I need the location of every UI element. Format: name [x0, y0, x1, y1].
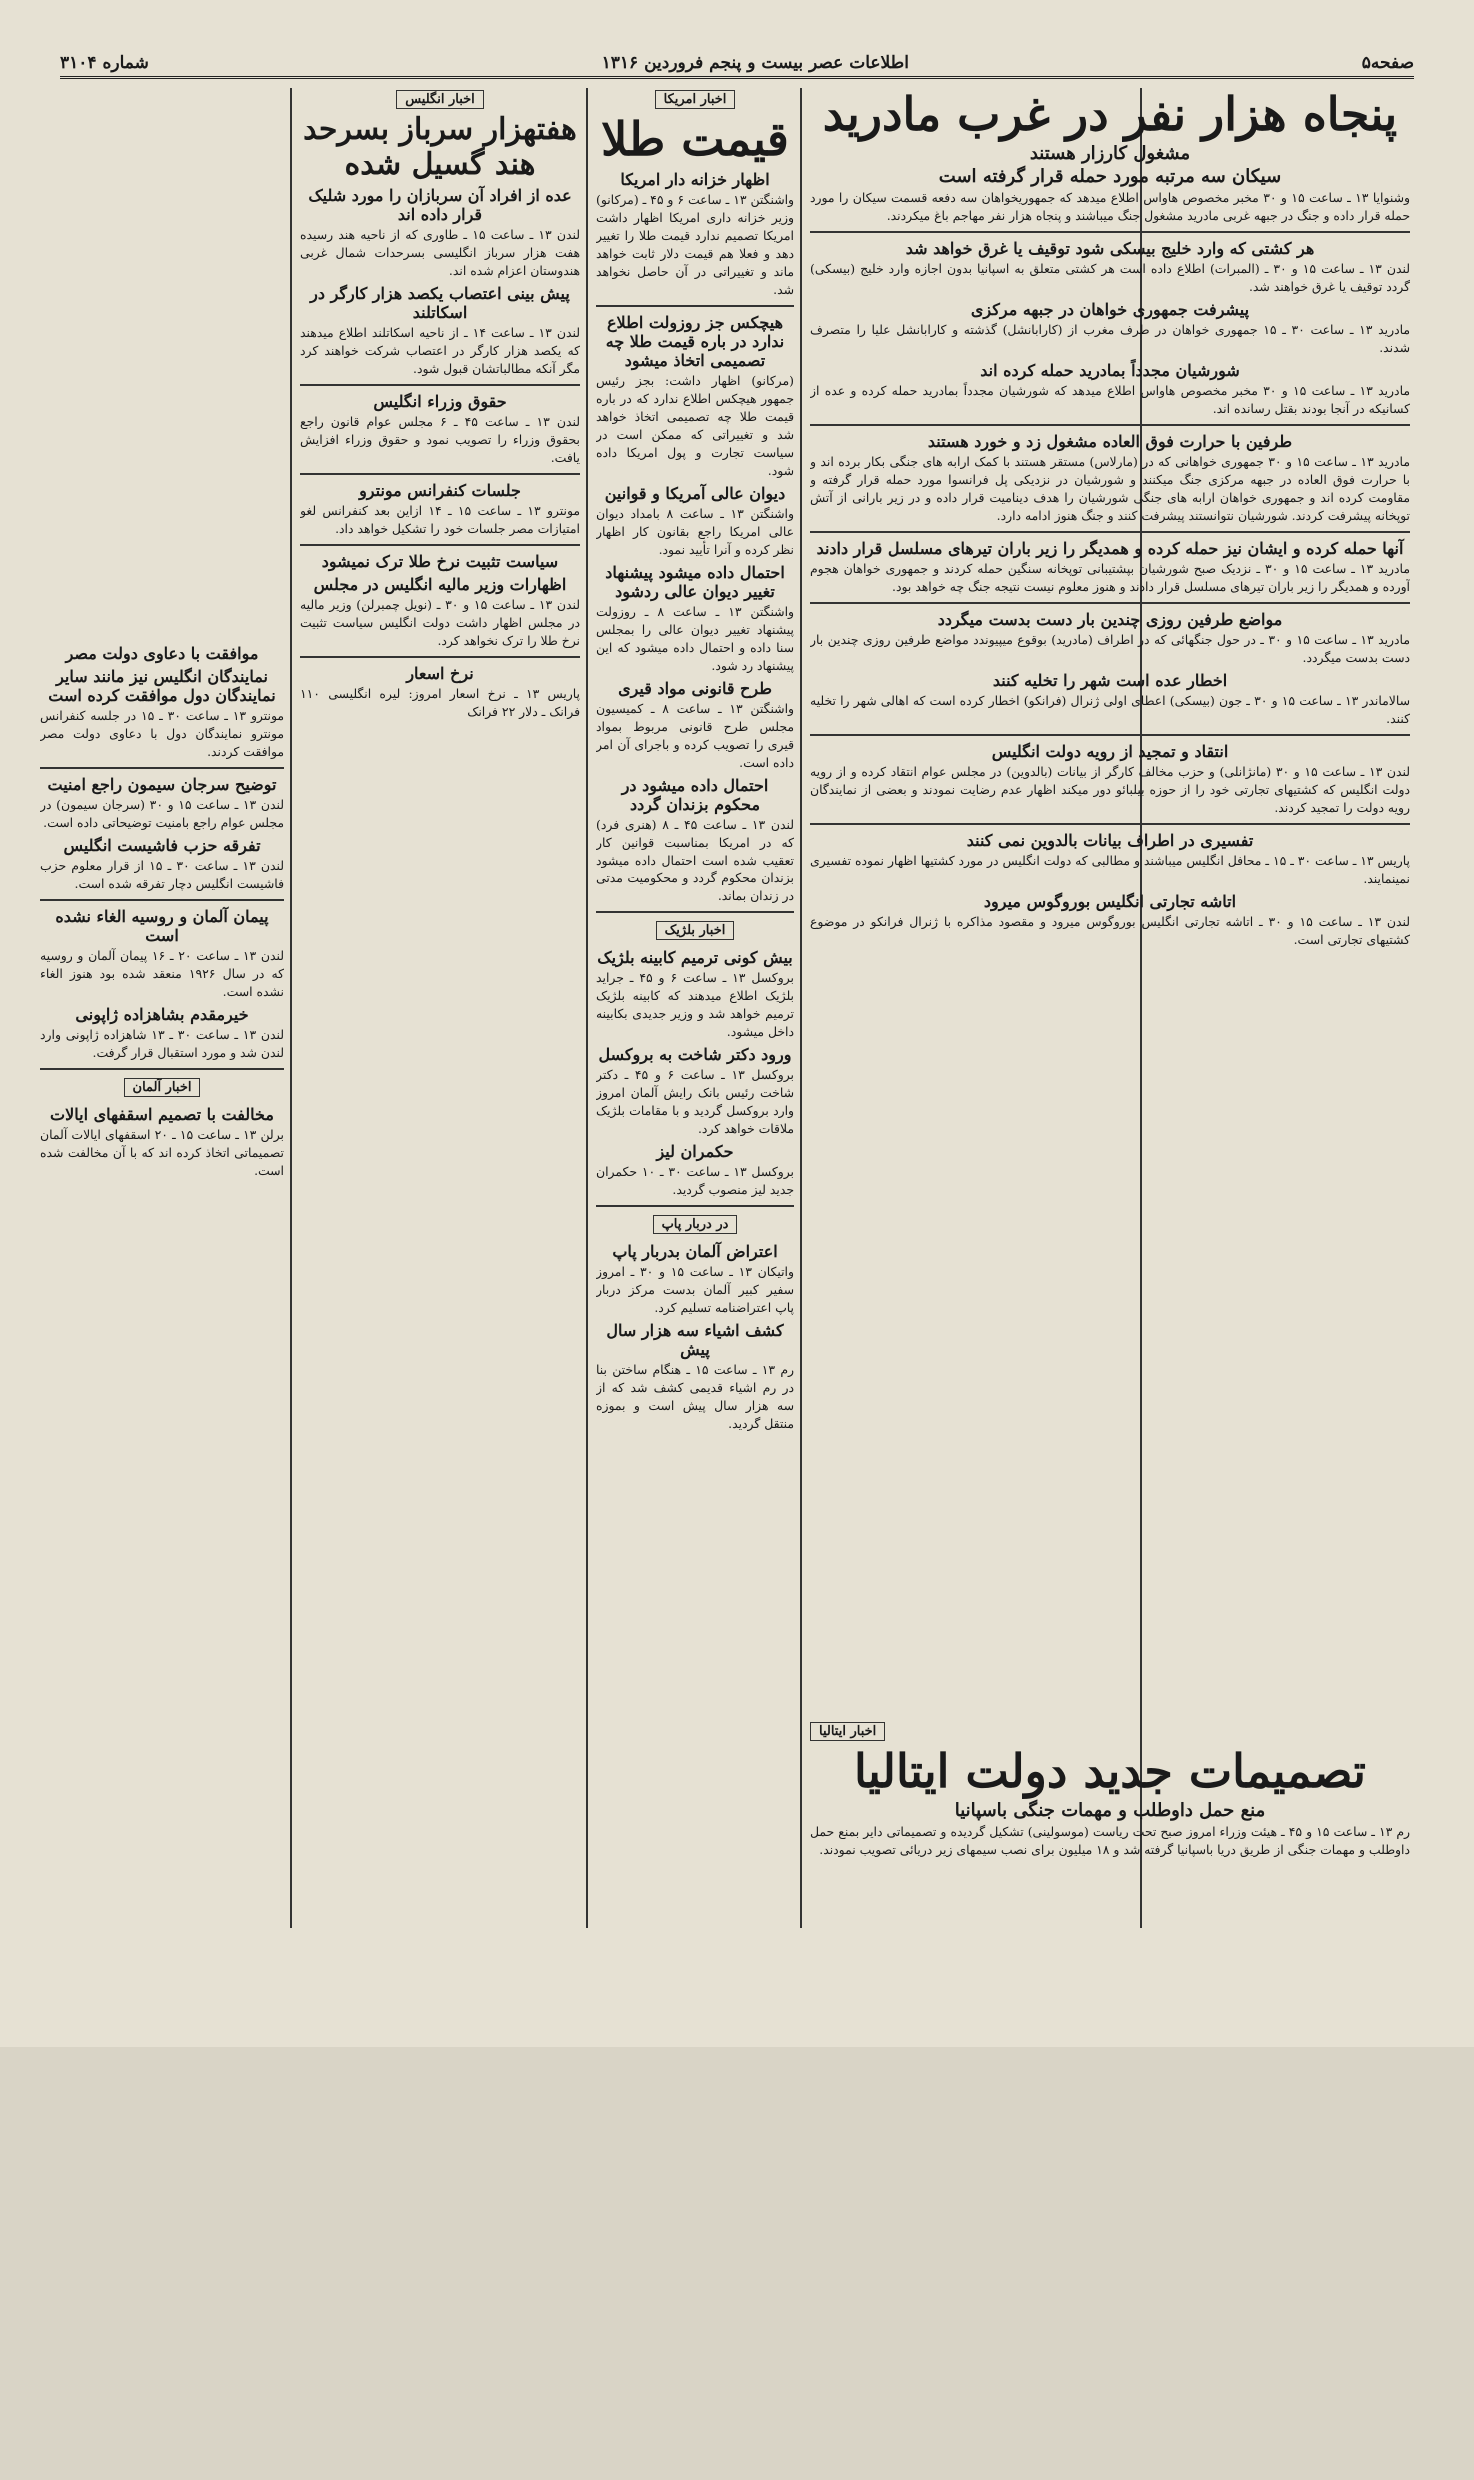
- article-subheading: اظهار خزانه دار امریکا: [620, 169, 770, 189]
- article-body: برلن ۱۳ ـ ساعت ۱۵ ـ ۲۰ اسقفهای ایالات آلمان تصمیماتی اتخاذ کرده اند که با آن مخالفت شده است.: [40, 1126, 284, 1178]
- article-heading: بیش کونی ترمیم کابینه بلژیک: [597, 948, 793, 968]
- article-heading: حقوق وزراء انگلیس: [373, 391, 507, 411]
- article-heading: پیمان آلمان و روسیه الغاء نشده است: [55, 906, 269, 945]
- article-body: واشنگتن ۱۳ ـ ساعت ۶ و ۴۵ ـ (مرکانو) وزیر خزانه داری امریکا اظهار داشت امریکا تصمیم ندارد قیمت طلا را تغییر دهد و فعلا هم قیمت دلار ثابت خواهد ماند و تغییراتی در آن حاصل نخواهد شد.: [596, 191, 794, 297]
- issue-number: شماره ۳۱۰۴: [60, 53, 149, 73]
- article-heading: انتقاد و تمجید از رویه دولت انگلیس: [991, 741, 1229, 761]
- article-heading: موافقت با دعاوی دولت مصر: [65, 644, 259, 663]
- article-heading: مواضع طرفین روزی چندین بار دست بدست میگردد: [937, 609, 1283, 629]
- article-body: لندن ۱۳ ـ ساعت ۱۵ و ۳۰ ـ (المبرات) اطلاع داده است هر کشتی متعلق به اسپانیا بدون اجازه وارد خلیج (بیسکی) گردد توقیف یا غرق خواهند شد.: [810, 260, 1410, 294]
- paper-title: اطلاعات عصر بیست و پنجم فروردین ۱۳۱۶: [601, 53, 909, 73]
- section-headline: قیمت طلا: [601, 112, 789, 166]
- article-body: لندن ۱۳ ـ ساعت ۲۰ ـ ۱۶ پیمان آلمان و روسیه که در سال ۱۹۲۶ منعقد شده بود هنوز الغاء نشده است.: [40, 947, 284, 999]
- article-heading: ورود دکتر شاخت به بروکسل: [598, 1045, 792, 1065]
- article-heading: تفسیری در اطراف بیانات بالدوین نمی کنند: [966, 830, 1254, 850]
- article-body: مونترو ۱۳ ـ ساعت ۱۵ ـ ۱۴ ازاین بعد کنفرانس لغو امتیازات مصر جلسات خود را تشکیل خواهد داد.: [300, 502, 580, 536]
- right-column: [810, 88, 1410, 1728]
- article-subheading: سیکان سه مرتبه مورد حمله قرار گرفته است: [938, 165, 1282, 187]
- article-body: سالاماندر ۱۳ ـ ساعت ۱۵ و ۳۰ ـ جون (بیسکی) اعطای اولی ژنرال (فرانکو) اخطار کرده است که اهالی شهر را تخلیه کنند.: [810, 692, 1410, 726]
- article-body: وشنوایا ۱۳ ـ ساعت ۱۵ و ۳۰ مخبر مخصوص هاواس اطلاع میدهد که جمهوریخواهان سه دفعه قسمت سیکان را مورد حمله قرار داده و جنگ در جبهه غربی مادرید مشغول جنگ میباشند و پنجاه هزار نفر مهاجم باغ میکردند.: [810, 189, 1410, 223]
- article-body: مادرید ۱۳ ـ ساعت ۱۵ و ۳۰ مخبر مخصوص هاواس اطلاع میدهد که شورشیان مجدداً بمادرید حمله کرده و عده از کسانیکه در آنجا بودند بقتل رسانده اند.: [810, 382, 1410, 416]
- article-heading: اعتراض آلمان بدربار پاپ: [612, 1242, 778, 1262]
- column-divider: [800, 88, 802, 1928]
- article-body: مادرید ۱۳ ـ ساعت ۱۵ و ۳۰ ـ در حول جنگهائی که در اطراف (مادرید) بوقوع میپیوندد مواضع طرفین روزی چندین بار دست بدست میگردد.: [810, 631, 1410, 665]
- article-body: واشنگتن ۱۳ ـ ساعت ۸ بامداد دیوان عالی امریکا راجع بقانون کار اظهار نظر کرده و آنرا تأیید نمود.: [596, 505, 794, 557]
- article-body: واشنگتن ۱۳ ـ ساعت ۸ ـ کمیسیون مجلس طرح قانونی مربوط بمواد قیری را تصویب کرده و باجرای آن امر داده است.: [596, 700, 794, 770]
- article-heading: شورشیان مجدداً بمادرید حمله کرده اند: [980, 360, 1240, 380]
- article-body: بروکسل ۱۳ ـ ساعت ۳۰ ـ ۱۰ حکمران جدید لیز منصوب گردید.: [596, 1164, 794, 1198]
- article-body: مادرید ۱۳ ـ ساعت ۱۵ و ۳۰ ـ نزدیک صبح شورشیان بپشتیبانی توپخانه سنگین حمله کردند و جمهوری خواهان هجوم آورده و همدیگر را زیر باران تیرهای مسلسل قرار دادند و هنوز معلوم نیست نتیجه جنگ چه خواهد بود.: [810, 560, 1410, 594]
- article-body: پاریس ۱۳ ـ نرخ اسعار امروز: لیره انگلیسی ۱۱۰ فرانک ـ دلار ۲۲ فرانک: [300, 685, 580, 719]
- article-subheading: اظهارات وزیر مالیه انگلیس در مجلس: [313, 574, 567, 594]
- left-inner-column: [300, 88, 580, 1928]
- article-heading: پیشرفت جمهوری خواهان در جبهه مرکزی: [970, 299, 1250, 319]
- article-body: پاریس ۱۳ ـ ساعت ۳۰ ـ ۱۵ ـ محافل انگلیس میباشند و مطالبی که دولت انگلیس در مورد کشتیها اظهار نموده تفسیری نمینمایند.: [810, 852, 1410, 886]
- article-subheading: مشغول کارزار هستند: [1029, 142, 1191, 164]
- middle-column: [596, 88, 794, 1928]
- section-label: اخبار آلمان: [124, 1078, 201, 1097]
- article-subheading: نمایندگان انگلیس نیز مانند سایر نمایندگان دول موافقت کرده است: [48, 667, 276, 705]
- article-heading: نرخ اسعار: [406, 663, 474, 683]
- article-body: لندن ۱۳ ـ ساعت ۱۵ و ۳۰ ـ (نویل چمبرلن) وزیر مالیه در مجلس اظهار داشت دولت انگلیس سیاست تثبیت نرخ طلا را ترک نخواهد کرد.: [300, 596, 580, 648]
- article-subheading: عده از افراد آن سربازان را مورد شلیک قرار داده اند: [308, 186, 572, 224]
- article-heading: هر کشتی که وارد خلیج بیسکی شود توقیف یا غرق خواهد شد: [905, 238, 1315, 258]
- article-heading: هیچکس جز روزولت اطلاع ندارد در باره قیمت طلا چه تصمیمی اتخاذ میشود: [605, 312, 785, 370]
- article-body: لندن ۱۳ ـ ساعت ۳۰ ـ ۱۵ از قرار معلوم حزب فاشیست انگلیس دچار تفرقه شده است.: [40, 857, 284, 891]
- article-body: بروکسل ۱۳ ـ ساعت ۶ و ۴۵ ـ جراید بلژیک اطلاع میدهند که کابینه بلژیک ترمیم خواهد شد و وزیر جدیدی بکابینه داخل میشود.: [596, 970, 794, 1040]
- article-body: بروکسل ۱۳ ـ ساعت ۶ و ۴۵ ـ دکتر شاخت رئیس بانک رایش آلمان امروز وارد بروکسل گردید و با مقامات بلژیک ملاقات خواهد کرد.: [596, 1067, 794, 1137]
- column-divider: [586, 88, 588, 1928]
- article-body: لندن ۱۳ ـ ساعت ۱۵ و ۳۰ (مانژانلی) و حزب مخالف کارگر از بیانات (بالدوین) در مجلس عوام انتقاد کرده و از رویه دولت انگلیس که کشتیهای تجارتی خود را از حوزه بیلبائو دور میکند اظهار عدم رضایت نمودند و بعضی از نمایندگان رویه دولت را تمجید کردند.: [810, 763, 1410, 815]
- article-heading: احتمال داده میشود پیشنهاد تغییر دیوان عالی ردشود: [605, 562, 785, 601]
- article-body: لندن ۱۳ ـ ساعت ۳۰ ـ ۱۳ شاهزاده ژاپونی وارد لندن شد و مورد استقبال قرار گرفت.: [40, 1026, 284, 1060]
- section-headline: تصمیمات جدید دولت ایتالیا: [854, 1744, 1366, 1798]
- article-subheading: منع حمل داوطلب و مهمات جنگی باسپانیا: [954, 1799, 1266, 1821]
- left-outer-column: [40, 640, 284, 2480]
- article-heading: آنها حمله کرده و ایشان نیز حمله کرده و همدیگر را زیر باران تیرهای مسلسل قرار دادند: [816, 538, 1404, 558]
- section-label: اخبار انگلیس: [396, 90, 484, 109]
- article-heading: جلسات کنفرانس مونترو: [359, 480, 521, 500]
- section-label: اخبار ایتالیا: [810, 1722, 885, 1741]
- article-body: لندن ۱۳ ـ ساعت ۱۵ و ۳۰ ـ اتاشه تجارتی انگلیس بوروگوس میرود و مقصود مذاکره با ژنرال فرانکو در موضوع کشتیهای تجارتی است.: [810, 913, 1410, 947]
- section-headline: هفتهزار سرباز بسرحد هند گسیل شده: [303, 112, 577, 182]
- article-body: لندن ۱۳ ـ ساعت ۱۵ و ۳۰ (سرجان سیمون) در مجلس عوام راجع بامنیت توضیحاتی داده است.: [40, 796, 284, 830]
- article-body: لندن ۱۳ ـ ساعت ۱۴ ـ از ناحیه اسکاتلند اطلاع میدهند که یکصد هزار کارگر در اعتصاب شرکت خواهند کرد مگر آنکه مطالباتشان قبول شود.: [300, 324, 580, 376]
- section-label: اخبار امریکا: [655, 90, 736, 109]
- article-heading: حکمران لیز: [656, 1142, 734, 1162]
- section-label: در دربار پاپ: [653, 1215, 738, 1234]
- article-heading: طرح قانونی مواد قیری: [618, 678, 772, 698]
- article-body: واتیکان ۱۳ ـ ساعت ۱۵ و ۳۰ ـ امروز سفیر کبیر آلمان بدست مرکز دربار پاپ اعتراضنامه تسلیم کرد.: [596, 1264, 794, 1316]
- article-heading: اخطار عده است شهر را تخلیه کنند: [992, 670, 1228, 690]
- article-body: رم ۱۳ ـ ساعت ۱۵ و ۴۵ ـ هیئت وزراء امروز صبح تحت ریاست (موسولینی) تشکیل گردیده و تصمیماتی دایر بمنع حمل داوطلب و مهمات جنگی از طریق دریا باسپانیا گرفته شد و ۱۸ میلیون برای نصب سیمهای زیر دریائی تصویب نمودند.: [810, 1823, 1411, 1857]
- article-body: مادرید ۱۳ ـ ساعت ۱۵ و ۳۰ جمهوری خواهانی که در (مارلاس) مستقر هستند با کمک ارابه های جنگی بکار برده اند و با حرارت فوق العاده در جبهه مرکزی جنگ میکنند و شورشیان در نزدیکی پل فرانسوا مورد حمله قرار گرفته و مقاومت کرده اند و جمهوری خواهان ارابه های جنگی شورشیان را هدف دینامیت قرار داده و در زیر بارانی از آتش توپخانه پیشرفت کردند. شورشیان نتوانستند پیشرفت کنند و جنگ هنوز ادامه دارد.: [810, 453, 1410, 523]
- article-heading: کشف اشیاء سه هزار سال پیش: [606, 1321, 784, 1360]
- page-number: صفحه۵: [1361, 53, 1414, 73]
- article-heading: تفرقه حزب فاشیست انگلیس: [63, 835, 261, 855]
- article-body: رم ۱۳ ـ ساعت ۱۵ ـ هنگام ساختن بنا در رم اشیاء قدیمی کشف شد که از سه هزار سال پیش است و بموزه منتقل گردید.: [596, 1362, 794, 1432]
- article-heading: خیرمقدم بشاهزاده ژاپونی: [75, 1004, 249, 1024]
- article-body: لندن ۱۳ ـ ساعت ۴۵ ـ ۶ مجلس عوام قانون راجع بحقوق وزراء را تصویب نمود و حقوق وزراء افزایش یافت.: [300, 413, 580, 465]
- article-body: مادرید ۱۳ ـ ساعت ۳۰ ـ ۱۵ جمهوری خواهان در طرف مغرب از (کارابانشل) گذشته و کارابانشل علیا را متصرف شدند.: [810, 321, 1410, 355]
- article-heading: احتمال داده میشود در محکوم بزندان گردد: [621, 775, 769, 814]
- article-heading: طرفین با حرارت فوق العاده مشغول زد و خورد هستند: [927, 431, 1293, 451]
- article-body: واشنگتن ۱۳ ـ ساعت ۸ ـ روزولت پیشنهاد تغییر دیوان عالی را بمجلس سنا داده و احتمال داده میشود که این پیشنهاد رد شود.: [596, 603, 794, 673]
- article-heading: پیش بینی اعتصاب یکصد هزار کارگر در اسکاتلند: [310, 283, 570, 322]
- article-heading: توضیح سرجان سیمون راجع امنیت: [47, 774, 277, 794]
- article-body: لندن ۱۳ ـ ساعت ۴۵ ـ ۸ (هنری فرد) که در امریکا بمناسبت قوانین کار تعقیب شده است احتمال داده میشود بزندان محکوم گردد و محکومیت مدتی در زندان بماند.: [596, 816, 794, 904]
- article-body: (مرکانو) اظهار داشت: بجز رئیس جمهور هیچکس اطلاع ندارد که در باره قیمت طلا چه تصمیمی اتخاذ خواهد شد و تغییراتی که ممکن است در سیاست تجارت و پول امریکا داده شود.: [596, 372, 794, 478]
- column-divider: [290, 88, 292, 1928]
- article-heading: مخالفت با تصمیم اسقفهای ایالات: [50, 1104, 274, 1124]
- masthead: [60, 50, 1414, 79]
- article-heading: سیاست تثبیت نرخ طلا ترک نمیشود: [321, 551, 559, 571]
- article-heading: دیوان عالی آمریکا و قوانین: [604, 483, 786, 503]
- article-heading: اتاشه تجارتی انگلیس بوروگوس میرود: [983, 891, 1237, 911]
- article-body: لندن ۱۳ ـ ساعت ۱۵ ـ طاوری که از ناحیه هند رسیده هفت هزار سرباز انگلیسی بسرحدات شمال غربی هندوستان اعزام شده اند.: [300, 227, 580, 278]
- article-body: مونترو ۱۳ ـ ساعت ۳۰ ـ ۱۵ در جلسه کنفرانس مونترو نمایندگان دول با دعاوی دولت مصر موافقت کردند.: [40, 708, 284, 759]
- section-label: اخبار بلژیک: [656, 921, 735, 940]
- main-headline: پنجاه هزار نفر در غرب مادرید: [822, 88, 1398, 141]
- italy-section: [810, 1720, 1410, 1861]
